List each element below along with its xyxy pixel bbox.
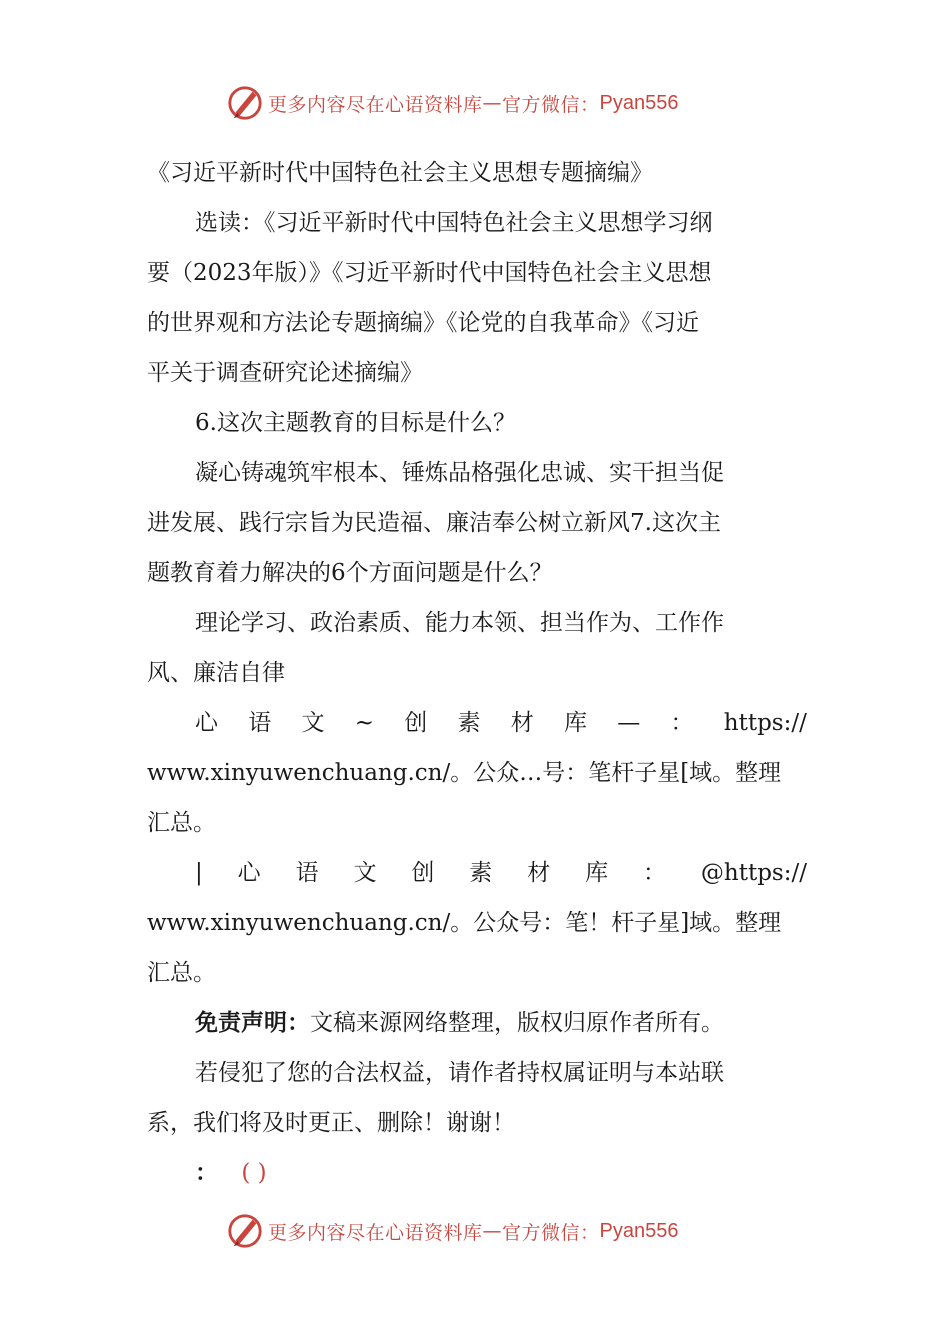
watermark-char: | [195, 860, 203, 886]
watermark-char: 心 [237, 860, 261, 886]
paragraph-line: 《习近平新时代中国特色社会主义思想专题摘编》 [147, 160, 653, 186]
paragraph-line: 选读：《习近平新时代中国特色社会主义思想学习纲 [195, 210, 713, 236]
watermark-line-2 [147, 848, 807, 898]
watermark-char: 文 [353, 860, 377, 886]
watermark-char: 语 [248, 710, 272, 736]
paragraph-line: 进发展、践行宗旨为民造福、廉洁奉公树立新风7.这次主 [147, 510, 721, 536]
paragraph-line: 理论学习、政治素质、能力本领、担当作为、工作作 [195, 610, 724, 636]
banner-dash: — [482, 1220, 503, 1242]
watermark-char: 库 [585, 860, 609, 886]
paragraph-line: 汇总。 [147, 960, 216, 986]
disclaimer-line [147, 998, 807, 1048]
paragraph-line: 系，我们将及时更正、删除！谢谢！ [147, 1110, 515, 1136]
disclaimer-text: 文稿来源网络整理，版权归原作者所有。 [310, 1010, 724, 1036]
paragraph-line: 凝心铸魂筑牢根本、锤炼品格强化忠诚、实干担当促 [195, 460, 724, 486]
trailing-colon: ： [195, 1160, 218, 1186]
watermark-char: — [617, 710, 641, 736]
paragraph-line: www.xinyuwenchuang.cn/。公众号：笔！杆子星]域。整理 [147, 910, 782, 936]
footer-banner [226, 1210, 679, 1252]
watermark-char: 创 [404, 710, 428, 736]
watermark-char: 语 [295, 860, 319, 886]
paragraph-line: 要（2023年版）》《习近平新时代中国特色社会主义思想 [147, 260, 712, 286]
banner-dash: — [482, 92, 503, 114]
watermark-char: 创 [411, 860, 435, 886]
disclaimer-label: 免责声明： [195, 1010, 310, 1036]
paragraph-line: 题教育着力解决的6个方面问题是什么？ [147, 560, 553, 586]
paragraph-line: www.xinyuwenchuang.cn/。公众…号：笔杆子星[域。整理 [147, 760, 782, 786]
document-body [147, 148, 807, 1198]
watermark-char: 文 [301, 710, 325, 736]
banner-wechat-label: 官方微信： [502, 1221, 600, 1244]
trailing-parentheses: ( ) [241, 1160, 267, 1186]
pen-logo-icon [226, 1212, 264, 1250]
watermark-char: 库 [564, 710, 588, 736]
watermark-char: 材 [527, 860, 551, 886]
watermark-char: ： [643, 860, 666, 886]
watermark-char: 素 [469, 860, 493, 886]
banner-wechat-id: Pyan556 [599, 1219, 679, 1242]
paragraph-line: 风、廉洁自律 [147, 660, 285, 686]
watermark-char: 素 [457, 710, 481, 736]
trailing-line [147, 1148, 807, 1198]
banner-main-text: 更多内容尽在心语资料库 [268, 1221, 483, 1244]
watermark-url: https:// [723, 710, 807, 736]
watermark-char: 心 [195, 710, 218, 736]
banner-wechat-id: Pyan556 [599, 91, 679, 114]
watermark-url: @https:// [700, 860, 807, 886]
watermark-char: ~ [354, 710, 375, 736]
banner-wechat-label: 官方微信： [502, 93, 600, 116]
paragraph-line: 平关于调查研究论述摘编》 [147, 360, 423, 386]
paragraph-line: 若侵犯了您的合法权益，请作者持权属证明与本站联 [195, 1060, 724, 1086]
watermark-line-1 [147, 698, 807, 748]
watermark-char: 材 [510, 710, 534, 736]
banner-main-text: 更多内容尽在心语资料库 [268, 93, 483, 116]
question-heading: 6.这次主题教育的目标是什么？ [195, 410, 516, 436]
header-banner [226, 82, 679, 124]
paragraph-line: 汇总。 [147, 810, 216, 836]
paragraph-line: 的世界观和方法论专题摘编》《论党的自我革命》《习近 [147, 310, 699, 336]
pen-logo-icon [226, 84, 264, 122]
watermark-char: ： [670, 710, 694, 736]
